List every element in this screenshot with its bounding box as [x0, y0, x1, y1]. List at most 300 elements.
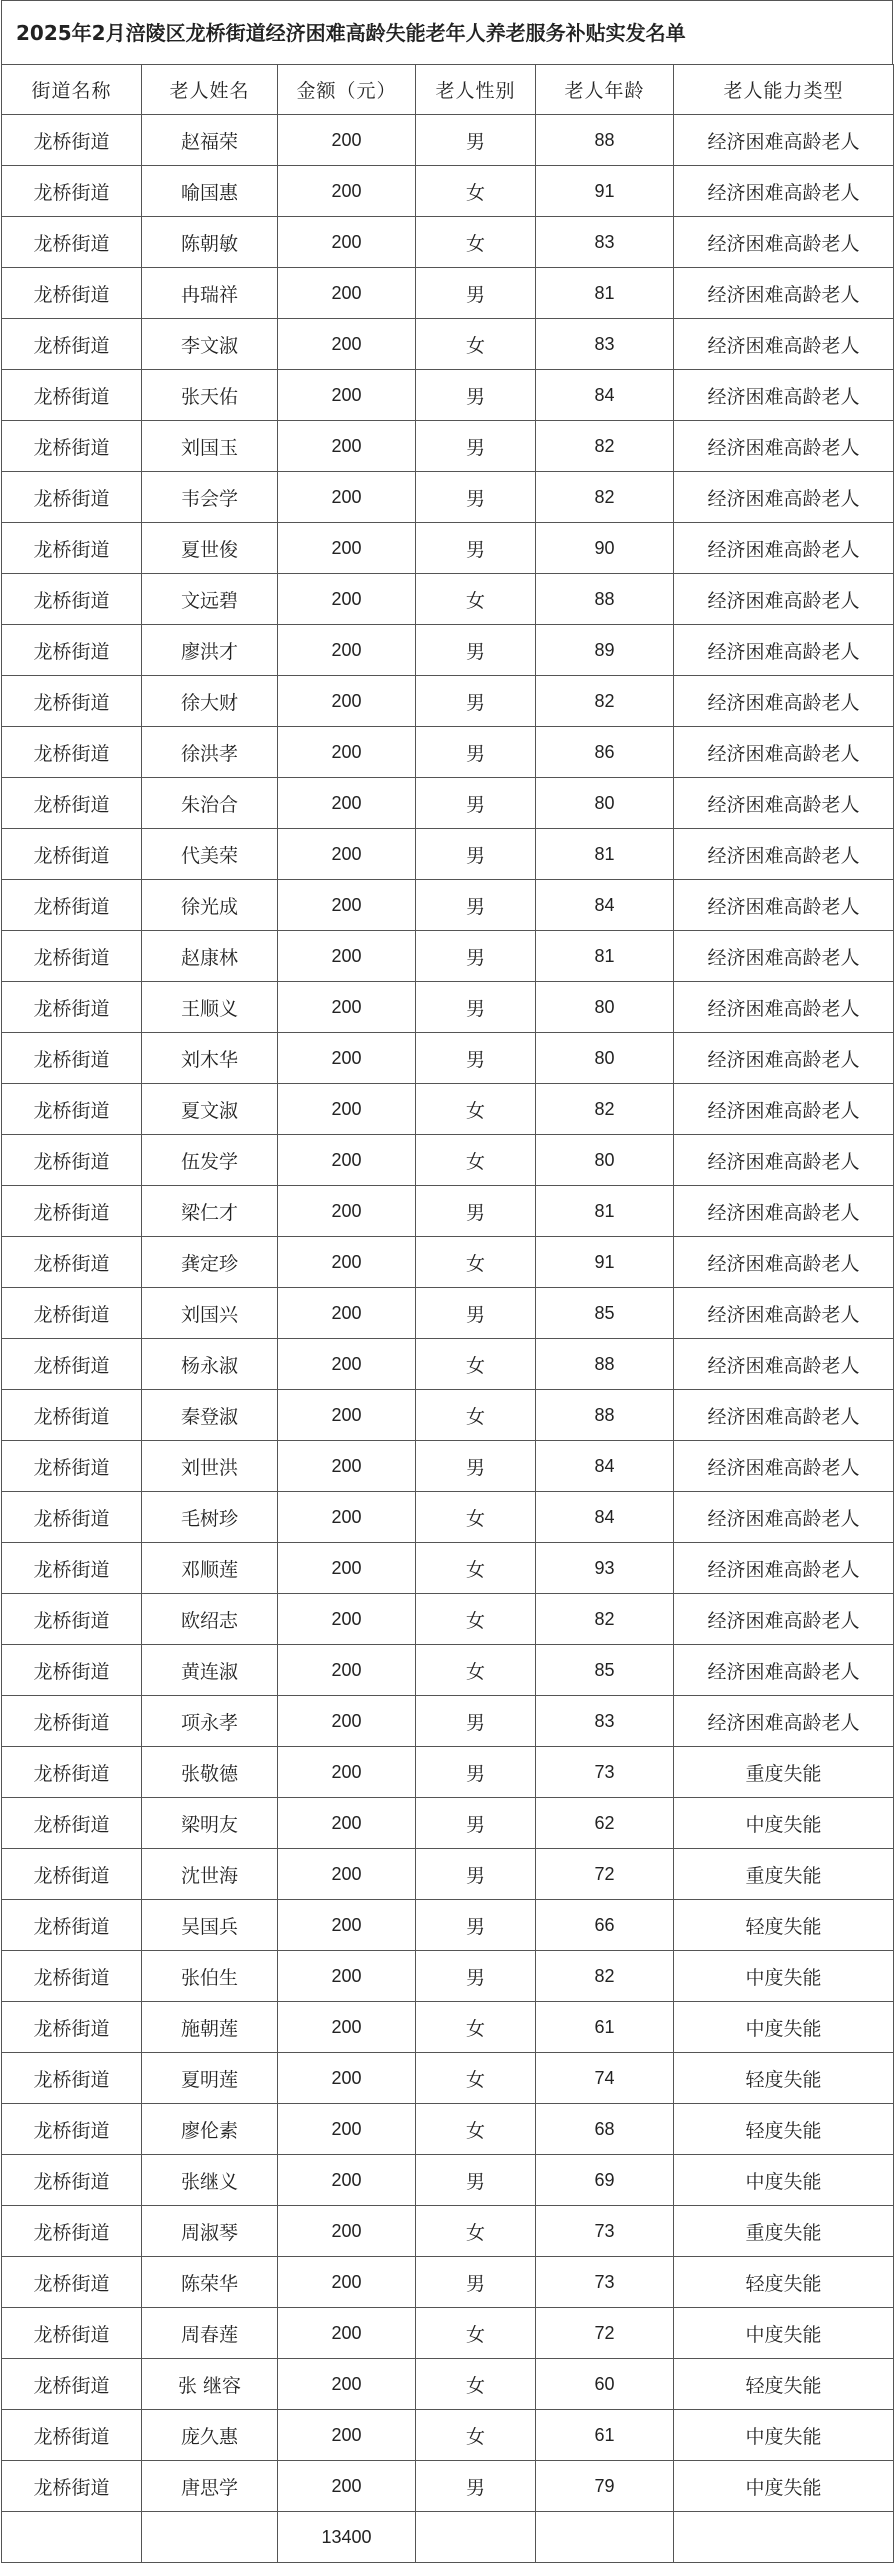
amount-cell: 200 — [278, 472, 416, 523]
street-cell: 龙桥街道 — [2, 1849, 142, 1900]
name-cell: 张 继容 — [142, 2359, 278, 2410]
street-cell: 龙桥街道 — [2, 472, 142, 523]
type-cell: 轻度失能 — [674, 2104, 894, 2155]
type-cell: 经济困难高龄老人 — [674, 1186, 894, 1237]
total-empty-cell — [142, 2512, 278, 2563]
amount-cell: 200 — [278, 931, 416, 982]
table-row — [2, 1339, 894, 1390]
amount-cell: 200 — [278, 2308, 416, 2359]
table-row — [2, 1186, 894, 1237]
name-cell: 项永孝 — [142, 1696, 278, 1747]
table-row — [2, 931, 894, 982]
age-cell: 69 — [536, 2155, 674, 2206]
type-cell: 经济困难高龄老人 — [674, 166, 894, 217]
gender-cell: 女 — [416, 1339, 536, 1390]
street-cell: 龙桥街道 — [2, 1645, 142, 1696]
gender-cell: 女 — [416, 1594, 536, 1645]
age-cell: 86 — [536, 727, 674, 778]
name-cell: 伍发学 — [142, 1135, 278, 1186]
header-name: 老人姓名 — [142, 65, 278, 115]
gender-cell: 女 — [416, 2308, 536, 2359]
gender-cell: 男 — [416, 1900, 536, 1951]
type-cell: 中度失能 — [674, 2308, 894, 2359]
gender-cell: 男 — [416, 1186, 536, 1237]
age-cell: 81 — [536, 931, 674, 982]
type-cell: 经济困难高龄老人 — [674, 778, 894, 829]
table-row — [2, 1084, 894, 1135]
age-cell: 84 — [536, 370, 674, 421]
type-cell: 轻度失能 — [674, 2359, 894, 2410]
age-cell: 88 — [536, 1339, 674, 1390]
street-cell: 龙桥街道 — [2, 1033, 142, 1084]
total-amount: 13400 — [278, 2512, 416, 2563]
name-cell: 廖伦素 — [142, 2104, 278, 2155]
type-cell: 经济困难高龄老人 — [674, 1594, 894, 1645]
table-row — [2, 2002, 894, 2053]
type-cell: 经济困难高龄老人 — [674, 1084, 894, 1135]
type-cell: 中度失能 — [674, 2155, 894, 2206]
street-cell: 龙桥街道 — [2, 2002, 142, 2053]
gender-cell: 女 — [416, 217, 536, 268]
name-cell: 陈朝敏 — [142, 217, 278, 268]
street-cell: 龙桥街道 — [2, 2461, 142, 2512]
street-cell: 龙桥街道 — [2, 115, 142, 166]
name-cell: 张天佑 — [142, 370, 278, 421]
age-cell: 90 — [536, 523, 674, 574]
amount-cell: 200 — [278, 1390, 416, 1441]
type-cell: 经济困难高龄老人 — [674, 1135, 894, 1186]
amount-cell: 200 — [278, 829, 416, 880]
name-cell: 欧绍志 — [142, 1594, 278, 1645]
age-cell: 80 — [536, 778, 674, 829]
name-cell: 沈世海 — [142, 1849, 278, 1900]
name-cell: 施朝莲 — [142, 2002, 278, 2053]
amount-cell: 200 — [278, 523, 416, 574]
amount-cell: 200 — [278, 115, 416, 166]
age-cell: 82 — [536, 676, 674, 727]
amount-cell: 200 — [278, 2155, 416, 2206]
total-empty-cell — [674, 2512, 894, 2563]
amount-cell: 200 — [278, 1696, 416, 1747]
table-row — [2, 2104, 894, 2155]
name-cell: 代美荣 — [142, 829, 278, 880]
name-cell: 夏世俊 — [142, 523, 278, 574]
amount-cell: 200 — [278, 1849, 416, 1900]
gender-cell: 男 — [416, 727, 536, 778]
name-cell: 周春莲 — [142, 2308, 278, 2359]
street-cell: 龙桥街道 — [2, 778, 142, 829]
type-cell: 中度失能 — [674, 2410, 894, 2461]
age-cell: 81 — [536, 829, 674, 880]
age-cell: 82 — [536, 421, 674, 472]
gender-cell: 男 — [416, 931, 536, 982]
name-cell: 王顺义 — [142, 982, 278, 1033]
name-cell: 张伯生 — [142, 1951, 278, 2002]
gender-cell: 男 — [416, 1441, 536, 1492]
street-cell: 龙桥街道 — [2, 2104, 142, 2155]
table-row — [2, 370, 894, 421]
type-cell: 经济困难高龄老人 — [674, 1237, 894, 1288]
street-cell: 龙桥街道 — [2, 1390, 142, 1441]
name-cell: 徐大财 — [142, 676, 278, 727]
gender-cell: 男 — [416, 880, 536, 931]
type-cell: 经济困难高龄老人 — [674, 1696, 894, 1747]
age-cell: 73 — [536, 2206, 674, 2257]
table-row — [2, 778, 894, 829]
header-row — [2, 65, 894, 115]
age-cell: 91 — [536, 166, 674, 217]
gender-cell: 男 — [416, 778, 536, 829]
gender-cell: 女 — [416, 166, 536, 217]
gender-cell: 男 — [416, 115, 536, 166]
gender-cell: 男 — [416, 1747, 536, 1798]
table-row — [2, 676, 894, 727]
street-cell: 龙桥街道 — [2, 1900, 142, 1951]
type-cell: 经济困难高龄老人 — [674, 727, 894, 778]
table-row — [2, 727, 894, 778]
subsidy-table — [1, 64, 894, 2563]
table-row — [2, 1033, 894, 1084]
name-cell: 庞久惠 — [142, 2410, 278, 2461]
amount-cell: 200 — [278, 1339, 416, 1390]
gender-cell: 女 — [416, 1390, 536, 1441]
name-cell: 夏文淑 — [142, 1084, 278, 1135]
type-cell: 经济困难高龄老人 — [674, 472, 894, 523]
amount-cell: 200 — [278, 421, 416, 472]
type-cell: 轻度失能 — [674, 2053, 894, 2104]
age-cell: 72 — [536, 1849, 674, 1900]
amount-cell: 200 — [278, 1237, 416, 1288]
type-cell: 中度失能 — [674, 1798, 894, 1849]
street-cell: 龙桥街道 — [2, 166, 142, 217]
name-cell: 徐洪孝 — [142, 727, 278, 778]
gender-cell: 男 — [416, 472, 536, 523]
name-cell: 吴国兵 — [142, 1900, 278, 1951]
name-cell: 夏明莲 — [142, 2053, 278, 2104]
amount-cell: 200 — [278, 1135, 416, 1186]
type-cell: 经济困难高龄老人 — [674, 1645, 894, 1696]
age-cell: 61 — [536, 2002, 674, 2053]
type-cell: 中度失能 — [674, 2461, 894, 2512]
amount-cell: 200 — [278, 1441, 416, 1492]
table-row — [2, 319, 894, 370]
age-cell: 79 — [536, 2461, 674, 2512]
table-row — [2, 2155, 894, 2206]
street-cell: 龙桥街道 — [2, 2308, 142, 2359]
age-cell: 85 — [536, 1645, 674, 1696]
age-cell: 91 — [536, 1237, 674, 1288]
amount-cell: 200 — [278, 982, 416, 1033]
type-cell: 经济困难高龄老人 — [674, 676, 894, 727]
age-cell: 68 — [536, 2104, 674, 2155]
age-cell: 81 — [536, 1186, 674, 1237]
table-row — [2, 1951, 894, 2002]
gender-cell: 男 — [416, 2461, 536, 2512]
amount-cell: 200 — [278, 727, 416, 778]
table-row — [2, 2461, 894, 2512]
name-cell: 张敬德 — [142, 1747, 278, 1798]
street-cell: 龙桥街道 — [2, 1186, 142, 1237]
table-row — [2, 1288, 894, 1339]
age-cell: 84 — [536, 1492, 674, 1543]
table-row — [2, 625, 894, 676]
amount-cell: 200 — [278, 1798, 416, 1849]
name-cell: 刘世洪 — [142, 1441, 278, 1492]
total-row — [2, 2512, 894, 2563]
type-cell: 经济困难高龄老人 — [674, 217, 894, 268]
table-row — [2, 1849, 894, 1900]
age-cell: 60 — [536, 2359, 674, 2410]
street-cell: 龙桥街道 — [2, 829, 142, 880]
street-cell: 龙桥街道 — [2, 1135, 142, 1186]
name-cell: 梁仁才 — [142, 1186, 278, 1237]
table-row — [2, 2257, 894, 2308]
name-cell: 赵福荣 — [142, 115, 278, 166]
name-cell: 刘国兴 — [142, 1288, 278, 1339]
gender-cell: 男 — [416, 676, 536, 727]
gender-cell: 女 — [416, 1492, 536, 1543]
age-cell: 73 — [536, 2257, 674, 2308]
street-cell: 龙桥街道 — [2, 319, 142, 370]
gender-cell: 男 — [416, 421, 536, 472]
street-cell: 龙桥街道 — [2, 421, 142, 472]
amount-cell: 200 — [278, 1288, 416, 1339]
table-row — [2, 2053, 894, 2104]
type-cell: 经济困难高龄老人 — [674, 319, 894, 370]
type-cell: 重度失能 — [674, 1849, 894, 1900]
street-cell: 龙桥街道 — [2, 1798, 142, 1849]
amount-cell: 200 — [278, 2206, 416, 2257]
name-cell: 朱治合 — [142, 778, 278, 829]
amount-cell: 200 — [278, 319, 416, 370]
table-row — [2, 2410, 894, 2461]
amount-cell: 200 — [278, 1543, 416, 1594]
age-cell: 80 — [536, 982, 674, 1033]
age-cell: 66 — [536, 1900, 674, 1951]
street-cell: 龙桥街道 — [2, 2053, 142, 2104]
street-cell: 龙桥街道 — [2, 1084, 142, 1135]
amount-cell: 200 — [278, 1951, 416, 2002]
table-row — [2, 1492, 894, 1543]
street-cell: 龙桥街道 — [2, 1543, 142, 1594]
amount-cell: 200 — [278, 2461, 416, 2512]
type-cell: 经济困难高龄老人 — [674, 880, 894, 931]
type-cell: 经济困难高龄老人 — [674, 982, 894, 1033]
street-cell: 龙桥街道 — [2, 727, 142, 778]
gender-cell: 男 — [416, 1849, 536, 1900]
type-cell: 重度失能 — [674, 1747, 894, 1798]
type-cell: 经济困难高龄老人 — [674, 1441, 894, 1492]
age-cell: 83 — [536, 217, 674, 268]
amount-cell: 200 — [278, 2257, 416, 2308]
gender-cell: 男 — [416, 370, 536, 421]
age-cell: 82 — [536, 472, 674, 523]
age-cell: 80 — [536, 1135, 674, 1186]
table-row — [2, 574, 894, 625]
street-cell: 龙桥街道 — [2, 676, 142, 727]
name-cell: 冉瑞祥 — [142, 268, 278, 319]
table-row — [2, 1900, 894, 1951]
table-row — [2, 1645, 894, 1696]
street-cell: 龙桥街道 — [2, 1594, 142, 1645]
name-cell: 黄连淑 — [142, 1645, 278, 1696]
table-body — [2, 115, 894, 2512]
street-cell: 龙桥街道 — [2, 268, 142, 319]
total-empty-cell — [2, 2512, 142, 2563]
gender-cell: 女 — [416, 1645, 536, 1696]
gender-cell: 女 — [416, 319, 536, 370]
age-cell: 83 — [536, 319, 674, 370]
street-cell: 龙桥街道 — [2, 1441, 142, 1492]
street-cell: 龙桥街道 — [2, 2257, 142, 2308]
age-cell: 84 — [536, 1441, 674, 1492]
name-cell: 张继义 — [142, 2155, 278, 2206]
type-cell: 轻度失能 — [674, 2257, 894, 2308]
amount-cell: 200 — [278, 166, 416, 217]
street-cell: 龙桥街道 — [2, 2155, 142, 2206]
gender-cell: 男 — [416, 2155, 536, 2206]
age-cell: 88 — [536, 115, 674, 166]
table-row — [2, 421, 894, 472]
name-cell: 邓顺莲 — [142, 1543, 278, 1594]
gender-cell: 女 — [416, 2104, 536, 2155]
name-cell: 唐思学 — [142, 2461, 278, 2512]
age-cell: 84 — [536, 880, 674, 931]
type-cell: 经济困难高龄老人 — [674, 931, 894, 982]
gender-cell: 男 — [416, 1696, 536, 1747]
age-cell: 89 — [536, 625, 674, 676]
name-cell: 周淑琴 — [142, 2206, 278, 2257]
age-cell: 88 — [536, 574, 674, 625]
name-cell: 梁明友 — [142, 1798, 278, 1849]
age-cell: 88 — [536, 1390, 674, 1441]
street-cell: 龙桥街道 — [2, 370, 142, 421]
gender-cell: 男 — [416, 523, 536, 574]
table-row — [2, 1747, 894, 1798]
street-cell: 龙桥街道 — [2, 1237, 142, 1288]
street-cell: 龙桥街道 — [2, 574, 142, 625]
name-cell: 喻国惠 — [142, 166, 278, 217]
document-title: 2025年2月涪陵区龙桥街道经济困难高龄失能老年人养老服务补贴实发名单 — [1, 0, 893, 64]
name-cell: 文远碧 — [142, 574, 278, 625]
amount-cell: 200 — [278, 1900, 416, 1951]
age-cell: 74 — [536, 2053, 674, 2104]
table-row — [2, 2359, 894, 2410]
gender-cell: 男 — [416, 829, 536, 880]
gender-cell: 女 — [416, 1237, 536, 1288]
type-cell: 经济困难高龄老人 — [674, 421, 894, 472]
table-row — [2, 1441, 894, 1492]
amount-cell: 200 — [278, 1747, 416, 1798]
name-cell: 毛树珍 — [142, 1492, 278, 1543]
amount-cell: 200 — [278, 1594, 416, 1645]
age-cell: 81 — [536, 268, 674, 319]
amount-cell: 200 — [278, 2002, 416, 2053]
type-cell: 经济困难高龄老人 — [674, 574, 894, 625]
gender-cell: 女 — [416, 2359, 536, 2410]
name-cell: 龚定珍 — [142, 1237, 278, 1288]
street-cell: 龙桥街道 — [2, 523, 142, 574]
street-cell: 龙桥街道 — [2, 2410, 142, 2461]
street-cell: 龙桥街道 — [2, 1492, 142, 1543]
table-row — [2, 2308, 894, 2359]
table-row — [2, 880, 894, 931]
table-row — [2, 217, 894, 268]
name-cell: 廖洪才 — [142, 625, 278, 676]
age-cell: 62 — [536, 1798, 674, 1849]
street-cell: 龙桥街道 — [2, 217, 142, 268]
gender-cell: 男 — [416, 268, 536, 319]
amount-cell: 200 — [278, 268, 416, 319]
type-cell: 中度失能 — [674, 2002, 894, 2053]
header-type: 老人能力类型 — [674, 65, 894, 115]
age-cell: 83 — [536, 1696, 674, 1747]
age-cell: 85 — [536, 1288, 674, 1339]
table-row — [2, 268, 894, 319]
table-row — [2, 1237, 894, 1288]
table-row — [2, 115, 894, 166]
street-cell: 龙桥街道 — [2, 1747, 142, 1798]
type-cell: 经济困难高龄老人 — [674, 523, 894, 574]
type-cell: 经济困难高龄老人 — [674, 1390, 894, 1441]
street-cell: 龙桥街道 — [2, 625, 142, 676]
name-cell: 陈荣华 — [142, 2257, 278, 2308]
type-cell: 轻度失能 — [674, 1900, 894, 1951]
type-cell: 经济困难高龄老人 — [674, 829, 894, 880]
amount-cell: 200 — [278, 2359, 416, 2410]
gender-cell: 女 — [416, 2002, 536, 2053]
total-empty-cell — [416, 2512, 536, 2563]
street-cell: 龙桥街道 — [2, 1696, 142, 1747]
total-empty-cell — [536, 2512, 674, 2563]
amount-cell: 200 — [278, 778, 416, 829]
gender-cell: 女 — [416, 2053, 536, 2104]
name-cell: 刘国玉 — [142, 421, 278, 472]
amount-cell: 200 — [278, 1084, 416, 1135]
table-row — [2, 1798, 894, 1849]
gender-cell: 男 — [416, 1951, 536, 2002]
type-cell: 经济困难高龄老人 — [674, 1288, 894, 1339]
gender-cell: 男 — [416, 1288, 536, 1339]
age-cell: 82 — [536, 1594, 674, 1645]
amount-cell: 200 — [278, 1645, 416, 1696]
type-cell: 经济困难高龄老人 — [674, 1033, 894, 1084]
gender-cell: 女 — [416, 2410, 536, 2461]
type-cell: 经济困难高龄老人 — [674, 625, 894, 676]
type-cell: 经济困难高龄老人 — [674, 1492, 894, 1543]
amount-cell: 200 — [278, 574, 416, 625]
street-cell: 龙桥街道 — [2, 931, 142, 982]
street-cell: 龙桥街道 — [2, 1951, 142, 2002]
amount-cell: 200 — [278, 2104, 416, 2155]
street-cell: 龙桥街道 — [2, 880, 142, 931]
table-row — [2, 829, 894, 880]
amount-cell: 200 — [278, 370, 416, 421]
gender-cell: 男 — [416, 982, 536, 1033]
header-gender: 老人性别 — [416, 65, 536, 115]
amount-cell: 200 — [278, 625, 416, 676]
table-row — [2, 1696, 894, 1747]
gender-cell: 女 — [416, 2206, 536, 2257]
age-cell: 80 — [536, 1033, 674, 1084]
table-row — [2, 1390, 894, 1441]
header-street: 街道名称 — [2, 65, 142, 115]
street-cell: 龙桥街道 — [2, 982, 142, 1033]
amount-cell: 200 — [278, 1033, 416, 1084]
street-cell: 龙桥街道 — [2, 2359, 142, 2410]
type-cell: 经济困难高龄老人 — [674, 1543, 894, 1594]
type-cell: 经济困难高龄老人 — [674, 370, 894, 421]
